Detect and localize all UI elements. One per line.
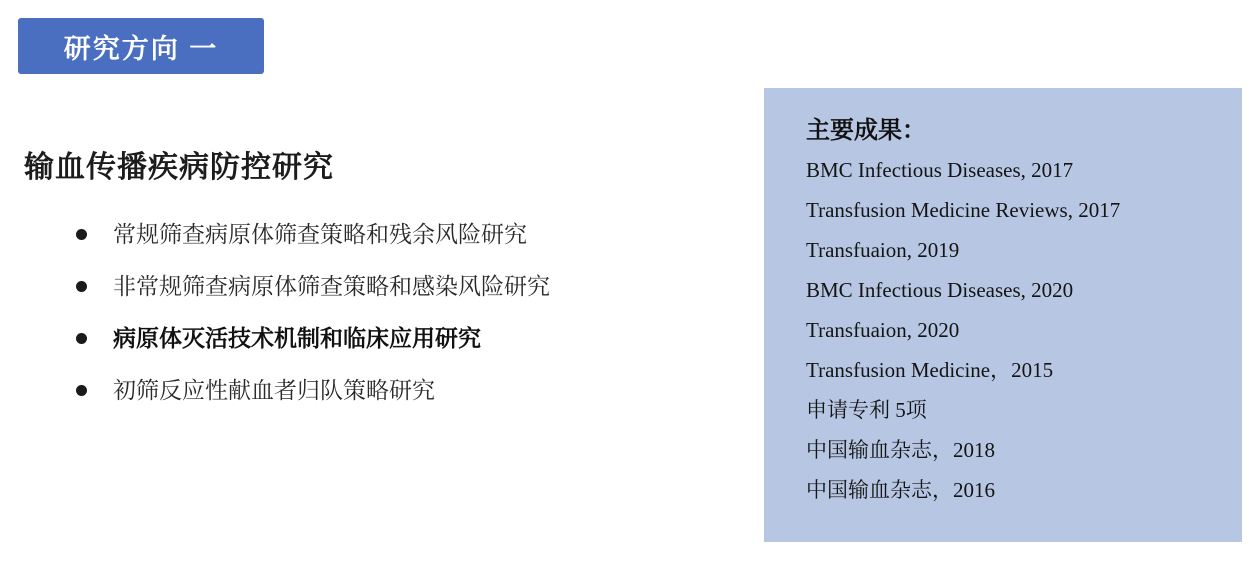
bullet-dot-icon — [76, 333, 87, 344]
list-item-label: 常规筛查病原体筛查策略和残余风险研究 — [113, 221, 527, 247]
results-panel-title: 主要成果： — [806, 117, 926, 144]
research-topic-list — [24, 220, 724, 406]
list-item: 中国输血杂志，2018 — [806, 438, 995, 462]
page-title: 输血传播疾病防控研究 — [24, 151, 334, 184]
research-direction-content — [24, 150, 724, 406]
list-item: Transfuaion, 2020 — [806, 318, 960, 342]
list-item: 申请专利 5项 — [806, 398, 927, 422]
list-item: BMC Infectious Diseases, 2017 — [806, 158, 1074, 182]
list-item: Transfuaion, 2019 — [806, 238, 960, 262]
list-item — [76, 324, 724, 354]
list-item — [76, 376, 724, 406]
list-item — [76, 272, 724, 302]
list-item: Transfusion Medicine Reviews, 2017 — [806, 198, 1121, 222]
results-list — [764, 151, 1242, 511]
list-item: BMC Infectious Diseases, 2020 — [806, 278, 1074, 302]
section-badge-label: 研究方向 一 — [63, 33, 219, 64]
list-item-label: 病原体灭活技术机制和临床应用研究 — [113, 324, 481, 351]
list-item — [76, 220, 724, 250]
list-item-label: 非常规筛查病原体筛查策略和感染风险研究 — [113, 272, 550, 299]
section-badge — [18, 18, 264, 74]
list-item: 中国输血杂志，2016 — [806, 478, 995, 502]
list-item-label: 初筛反应性献血者归队策略研究 — [113, 376, 435, 403]
bullet-dot-icon — [76, 385, 87, 396]
main-results-panel — [764, 88, 1242, 542]
bullet-dot-icon — [76, 281, 87, 292]
list-item: Transfusion Medicine，2015 — [806, 358, 1054, 382]
bullet-dot-icon — [76, 229, 87, 240]
